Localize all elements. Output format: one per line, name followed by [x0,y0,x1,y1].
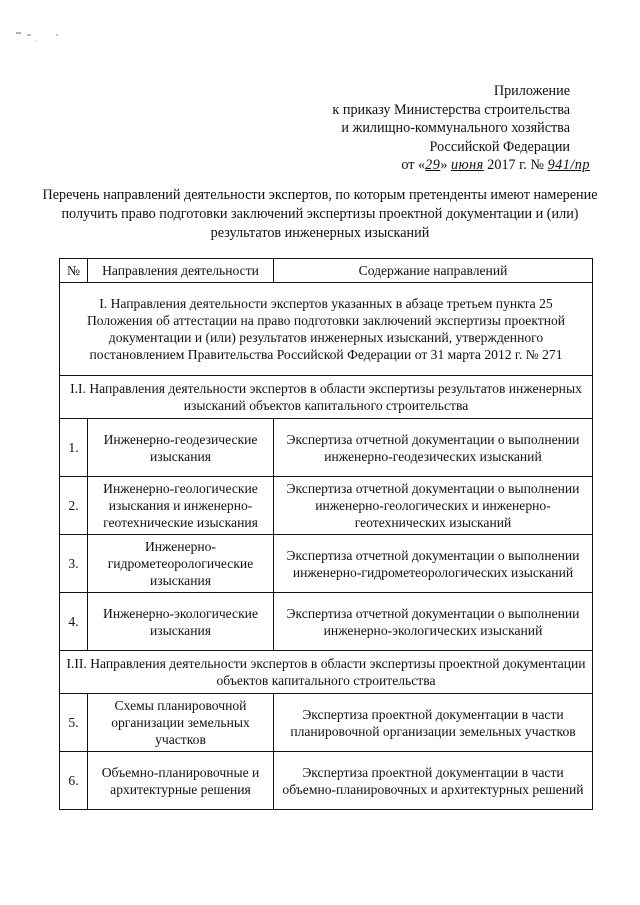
table-row [60,593,593,651]
table-row [60,477,593,535]
directions-table [59,258,593,810]
section-row [60,376,593,419]
date-prefix: от « [401,157,426,173]
table-row [60,535,593,593]
row-number: 1. [60,419,88,477]
table-header-row [60,259,593,283]
row-direction: Инженерно-гидрометеорологические изыскания [88,535,274,593]
row-number: 5. [60,694,88,752]
document-title: Перечень направлений деятельности экспертов, по которым претенденты имеют намерение получить право подготовки заключений экспертизы проектной документации и (или) результатов инженерных изысканий [42,187,598,241]
row-direction: Объемно-планировочные и архитектурные решения [88,752,274,810]
scan-specks [0,0,640,60]
table-row [60,419,593,477]
date-month: июня [450,157,484,173]
date-mid: » [440,157,451,173]
section-row [60,283,593,376]
appendix-line-1: к приказу Министерства строительства [332,101,570,118]
table-row [60,694,593,752]
row-number: 2. [60,477,88,535]
section-row [60,651,593,694]
header-content: Содержание направлений [274,259,593,283]
row-direction: Схемы планировочной организации земельных участков [88,694,274,752]
row-number: 6. [60,752,88,810]
row-direction: Инженерно-геодезические изыскания [88,419,274,477]
row-direction: Инженерно-геологические изыскания и инженерно-геотехнические изыскания [88,477,274,535]
row-content: Экспертиза проектной документации в части планировочной организации земельных участков [274,694,593,752]
order-number: 941/пр [547,157,590,173]
section-1-1-heading: I.I. Направления деятельности экспертов в области экспертизы результатов инженерных изысканий объектов капитального строительства [60,376,593,419]
appendix-header [300,82,600,175]
date-year: 2017 г. № [483,157,548,173]
section-1-heading: I. Направления деятельности экспертов указанных в абзаце третьем пункта 25 Положения об аттестации на право подготовки заключений экспертизы проектной документации и (или) результатов инженерных изысканий, утвержденного постановлением Правительства Российской Федерации от 31 марта 2012 г. № 271 [60,283,593,376]
row-content: Экспертиза проектной документации в части объемно-планировочных и архитектурных решений [274,752,593,810]
row-number: 4. [60,593,88,651]
appendix-line-3: Российской Федерации [429,138,570,155]
header-direction: Направления деятельности [88,259,274,283]
row-content: Экспертиза отчетной документации о выполнении инженерно-геологических и инженерно-геотехнических изысканий [274,477,593,535]
row-content: Экспертиза отчетной документации о выполнении инженерно-гидрометеорологических изысканий [274,535,593,593]
section-1-2-heading: I.II. Направления деятельности экспертов в области экспертизы проектной документации объектов капитального строительства [60,651,593,694]
row-content: Экспертиза отчетной документации о выполнении инженерно-геодезических изысканий [274,419,593,477]
appendix-line-2: и жилищно-коммунального хозяйства [341,120,570,136]
order-date-line [300,156,600,175]
row-number: 3. [60,535,88,593]
appendix-title: Приложение [493,83,570,99]
row-direction: Инженерно-экологические изыскания [88,593,274,651]
table-row [60,752,593,810]
date-day: 29 [425,157,441,173]
header-num: № [60,259,88,283]
row-content: Экспертиза отчетной документации о выполнении инженерно-экологических изысканий [274,593,593,651]
